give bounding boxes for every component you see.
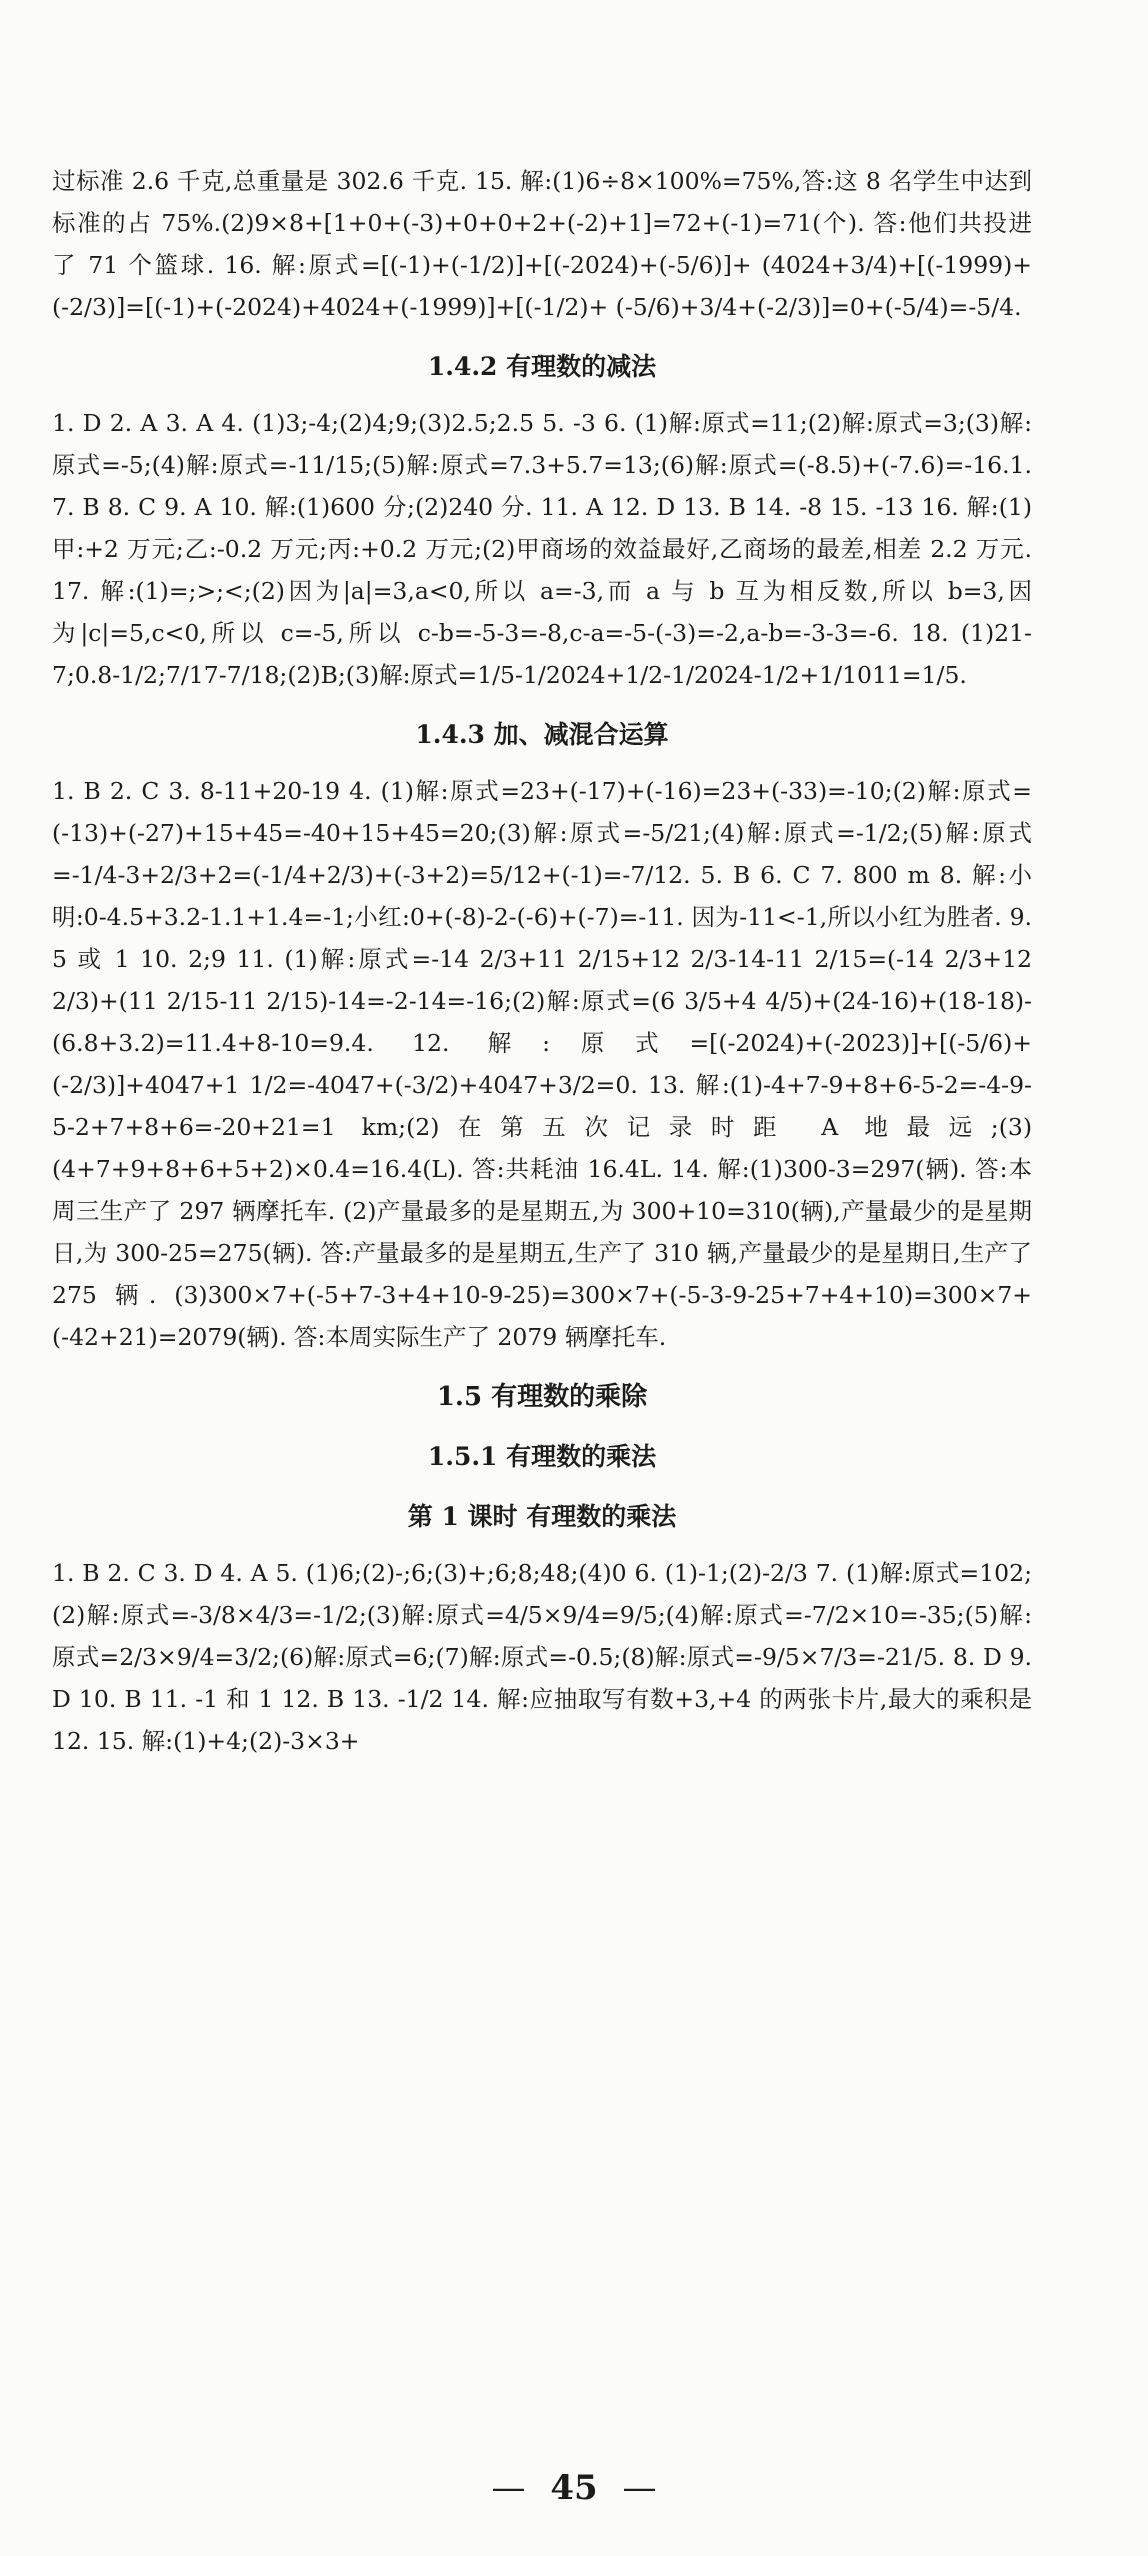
footer-dash-right: — — [622, 2468, 657, 2508]
section-heading: 1.4.2 有理数的减法 — [427, 352, 657, 381]
answer-paragraph: 1. B 2. C 3. D 4. A 5. (1)6;(2)-;6;(3)+;6;8;48;(4)0 6. (1)-1;(2)-2/3 7. (1)解:原式=102;(2)解:原式=-3/8×4/3=-1/2;(3)解:原式=4/5×9/4=9/5;(4)解:原式=-7/2×10=-35;(5)解:原式=2/3×9/4=3/2;(6)解:原式=6;(7)解:原式=-0.5;(8)解:原式=-9/5×7/3=-21/5. 8. D 9. D 10. B 11. -1 和 1 12. B 13. -1/2 14. 解:应抽取写有数+3,+4 的两张卡片,最大的乘积是 12. 15. 解:(1)+4;(2)-3×3+ — [52, 1559, 1032, 1755]
page-number: 45 — [550, 2468, 598, 2508]
answer-content — [52, 160, 1032, 1772]
answer-paragraph: 过标准 2.6 千克,总重量是 302.6 千克. 15. 解:(1)6÷8×100%=75%,答:这 8 名学生中达到标准的占 75%.(2)9×8+[1+0+(-3)+0+0+2+(-2)+1]=72+(-1)=71(个). 答:他们共投进了 71 个篮球. 16. 解:原式=[(-1)+(-1/2)]+[(-2024)+(-5/6)]+ (4024+3/4)+[(-1999)+(-2/3)]=[(-1)+(-2024)+4024+(-1999)]+[(-1/2)+ (-5/6)+3/4+(-2/3)]=0+(-5/4)=-5/4. — [52, 167, 1032, 321]
section-heading: 1.4.3 加、减混合运算 — [415, 720, 669, 749]
footer-dash-left: — — [491, 2468, 526, 2508]
section-heading: 第 1 课时 有理数的乘法 — [407, 1502, 677, 1531]
answer-paragraph: 1. B 2. C 3. 8-11+20-19 4. (1)解:原式=23+(-17)+(-16)=23+(-33)=-10;(2)解:原式=(-13)+(-27)+15+45=-40+15+45=20;(3)解:原式=-5/21;(4)解:原式=-1/2;(5)解:原式=-1/4-3+2/3+2=(-1/4+2/3)+(-3+2)=5/12+(-1)=-7/12. 5. B 6. C 7. 800 m 8. 解:小明:0-4.5+3.2-1.1+1.4=-1;小红:0+(-8)-2-(-6)+(-7)=-11. 因为-11<-1,所以小红为胜者. 9. 5 或 1 10. 2;9 11. (1)解:原式=-14 2/3+11 2/15+12 2/3-14-11 2/15=(-14 2/3+12 2/3)+(11 2/15-11 2/15)-14=-2-14=-16;(2)解:原式=(6 3/5+4 4/5)+(24-16)+(18-18)-(6.8+3.2)=11.4+8-10=9.4. 12. 解:原式=[(-2024)+(-2023)]+[(-5/6)+(-2/3)]+4047+1 1/2=-4047+(-3/2)+4047+3/2=0. 13. 解:(1)-4+7-9+8+6-5-2=-4-9-5-2+7+8+6=-20+21=1 km;(2)在第五次记录时距 A 地最远;(3)(4+7+9+8+6+5+2)×0.4=16.4(L). 答:共耗油 16.4L. 14. 解:(1)300-3=297(辆). 答:本周三生产了 297 辆摩托车. (2)产量最多的是星期五,为 300+10=310(辆),产量最少的是星期日,为 300-25=275(辆). 答:产量最多的是星期五,生产了 310 辆,产量最少的是星期日,生产了 275 辆. (3)300×7+(-5+7-3+4+10-9-25)=300×7+(-5-3-9-25+7+4+10)=300×7+(-42+21)=2079(辆). 答:本周实际生产了 2079 辆摩托车. — [52, 777, 1032, 1351]
section-heading: 1.5.1 有理数的乘法 — [427, 1442, 657, 1471]
section-heading: 1.5 有理数的乘除 — [436, 1382, 648, 1412]
answer-paragraph: 1. D 2. A 3. A 4. (1)3;-4;(2)4;9;(3)2.5;2.5 5. -3 6. (1)解:原式=11;(2)解:原式=3;(3)解:原式=-5;(4)解:原式=-11/15;(5)解:原式=7.3+5.7=13;(6)解:原式=(-8.5)+(-7.6)=-16.1. 7. B 8. C 9. A 10. 解:(1)600 分;(2)240 分. 11. A 12. D 13. B 14. -8 15. -13 16. 解:(1)甲:+2 万元;乙:-0.2 万元;丙:+0.2 万元;(2)甲商场的效益最好,乙商场的最差,相差 2.2 万元. 17. 解:(1)=;>;<;(2)因为|a|=3,a<0,所以 a=-3,而 a 与 b 互为相反数,所以 b=3,因为|c|=5,c<0,所以 c=-5,所以 c-b=-5-3=-8,c-a=-5-(-3)=-2,a-b=-3-3=-6. 18. (1)21-7;0.8-1/2;7/17-7/18;(2)B;(3)解:原式=1/5-1/2024+1/2-1/2024-1/2+1/1011=1/5. — [52, 409, 1032, 689]
page-footer — [0, 2468, 1148, 2508]
